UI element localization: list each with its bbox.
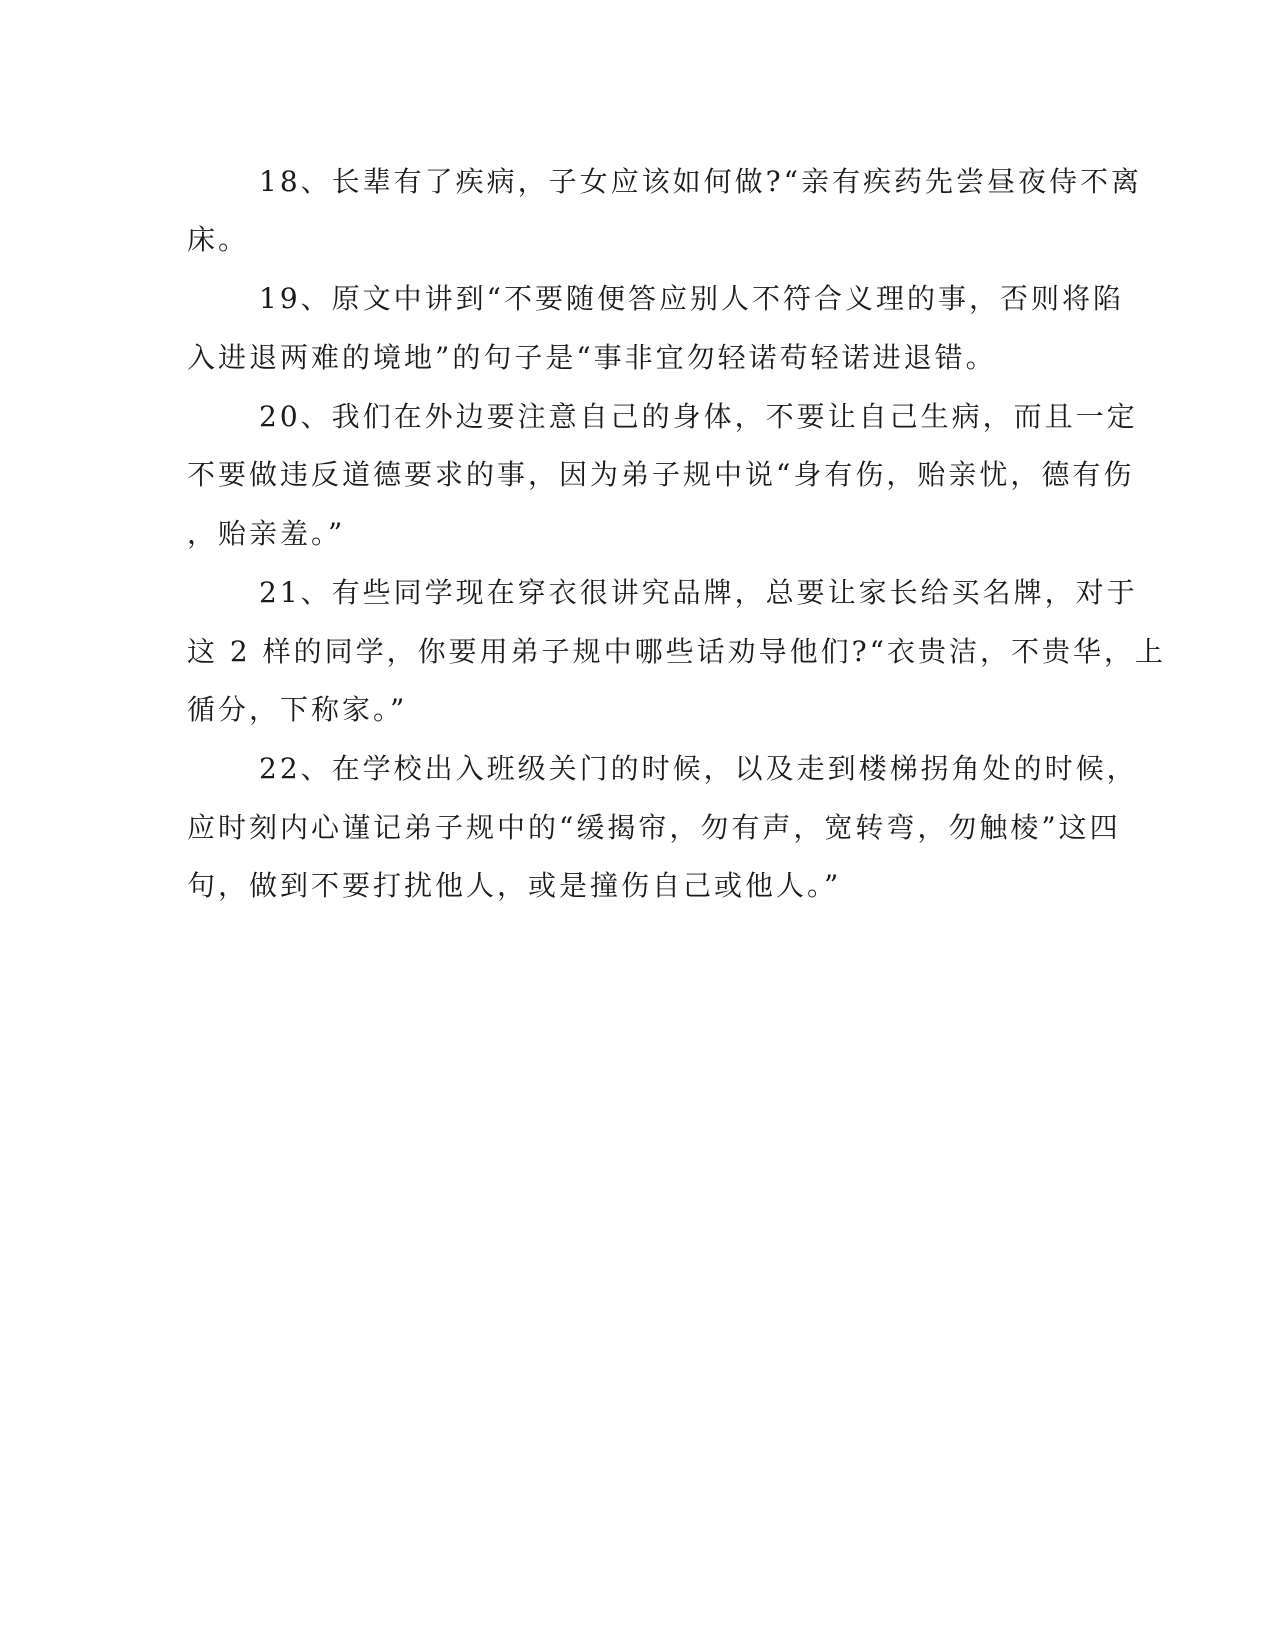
paragraph-19-line-2: 入进退两难的境地”的句子是“事非宜勿轻诺苟轻诺进退错。 bbox=[187, 341, 997, 374]
paragraph-19-line-1: 19、原文中讲到“不要随便答应别人不符合义理的事，否则将陷 bbox=[259, 282, 1124, 315]
paragraph-21-line-1: 21、有些同学现在穿衣很讲究品牌，总要让家长给买名牌，对于 bbox=[259, 576, 1138, 609]
paragraph-22-line-2: 应时刻内心谨记弟子规中的“缓揭帘，勿有声，宽转弯，勿触棱”这四 bbox=[187, 811, 1121, 844]
paragraph-22-line-3: 句，做到不要打扰他人，或是撞伤自己或他人。” bbox=[187, 869, 842, 902]
paragraph-20-line-3: ，贻亲羞。” bbox=[187, 517, 346, 550]
paragraph-18-line-1: 18、长辈有了疾病，子女应该如何做?“亲有疾药先尝昼夜侍不离 bbox=[259, 165, 1142, 198]
paragraph-21-line-3: 循分，下称家。” bbox=[187, 693, 408, 726]
paragraph-21-line-2: 这 2 样的同学，你要用弟子规中哪些话劝导他们?“衣贵洁，不贵华，上 bbox=[187, 635, 1166, 668]
paragraph-18-line-2: 床。 bbox=[187, 223, 250, 256]
paragraph-20-line-1: 20、我们在外边要注意自己的身体，不要让自己生病，而且一定 bbox=[259, 400, 1138, 433]
paragraph-20-line-2: 不要做违反道德要求的事，因为弟子规中说“身有伤，贻亲忧，德有伤 bbox=[187, 458, 1135, 491]
paragraph-22-line-1: 22、在学校出入班级关门的时候，以及走到楼梯拐角处的时候， bbox=[259, 752, 1138, 785]
